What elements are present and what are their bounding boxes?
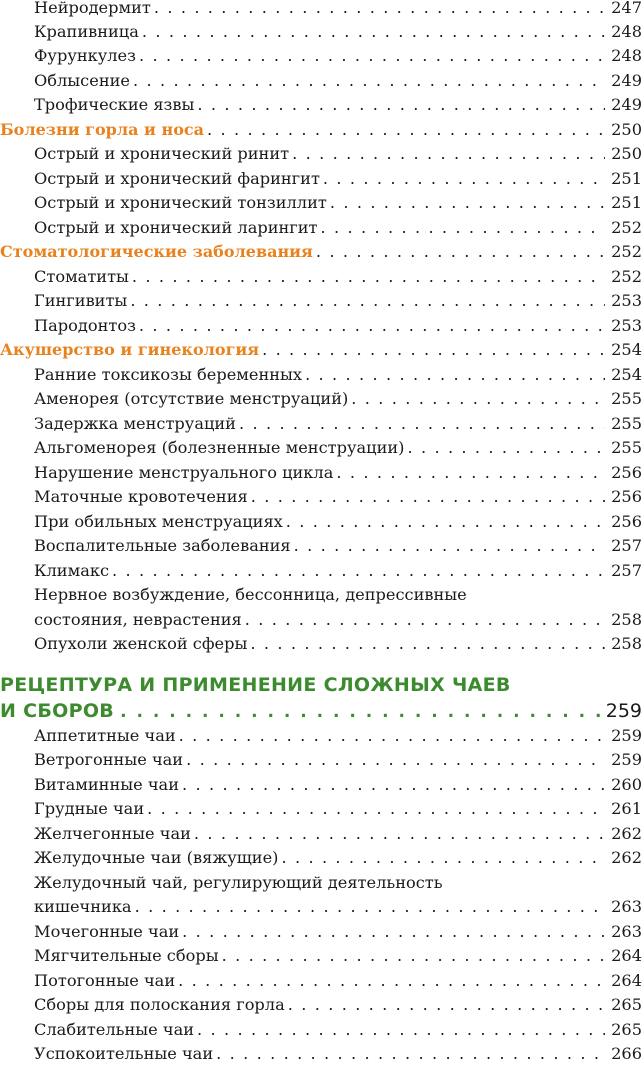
toc-entry-title: Нейродермит [34,0,151,17]
toc-entry-title: Слабительные чаи [34,1020,195,1039]
toc-entry[interactable] [0,0,642,19]
toc-entry-title: Трофические язвы [34,95,195,114]
dot-leader [407,437,605,459]
toc-entry[interactable] [0,609,642,631]
toc-entry[interactable] [0,823,642,845]
toc-entry-page: 256 [611,512,642,531]
toc-entry-title: кишечника [34,897,132,916]
toc-entry-title: Облысение [34,71,130,90]
toc-entry-page: 258 [611,634,642,653]
toc-entry-title: Острый и хронический ларингит [34,218,318,237]
dot-leader [178,970,605,992]
toc-entry[interactable] [0,266,642,288]
toc-entry-page: 253 [611,291,642,310]
toc-entry[interactable] [0,45,642,67]
toc-entry[interactable] [0,364,642,386]
toc-entry-title: Грудные чаи [34,799,145,818]
toc-entry[interactable] [0,774,642,796]
toc-entry-page: 261 [611,799,642,818]
toc-entry[interactable] [0,70,642,92]
toc-entry-page: 251 [611,193,642,212]
toc-entry-page: 266 [611,1044,642,1063]
toc-entry-page: 256 [611,463,642,482]
toc-entry-title: Потогонные чаи [34,971,176,990]
toc-entry-title: Желудочные чаи (вяжущие) [34,848,279,867]
toc-entry-page: 253 [611,316,642,335]
toc-section-obstetrics[interactable] [0,339,642,361]
toc-entry-page: 265 [611,1020,642,1039]
dot-leader [120,702,600,722]
dot-leader [142,21,605,43]
toc-entry-first-line[interactable]: Желудочный чай, регулирующий деятельность [34,873,443,892]
toc-entry-page: 257 [611,536,642,555]
toc-entry-page: 264 [611,946,642,965]
dot-leader [351,388,605,410]
dot-leader [147,798,605,820]
toc-entry-title: Задержка менструаций [34,414,236,433]
dot-leader [186,749,605,771]
dot-leader [239,413,605,435]
dot-leader [321,217,605,239]
toc-section-title: Акушерство и гинекология [0,340,260,359]
dot-leader [132,266,605,288]
dot-leader [197,94,605,116]
toc-entry-title: Крапивница [34,22,139,41]
toc-entry-title: Фурункулез [34,46,136,65]
toc-entry-title: Пародонтоз [34,316,136,335]
dot-leader [197,1019,605,1041]
toc-section-title: Стоматологические заболевания [0,242,313,261]
toc-section-dental[interactable] [0,241,642,263]
dot-leader [216,1043,605,1065]
toc-entry[interactable] [0,315,642,337]
toc-entry-page: 260 [611,775,642,794]
toc-entry[interactable] [0,413,642,435]
dot-leader [294,535,605,557]
toc-entry-title: Опухоли женской сферы [34,634,248,653]
toc-entry[interactable] [0,21,642,43]
toc-entry-title: состояния, неврастения [34,610,242,629]
toc-entry-title: Острый и хронический ринит [34,144,290,163]
toc-entry-page: 264 [611,971,642,990]
toc-entry-title: Маточные кровотечения [34,487,248,506]
toc-entry-title: Альгоменорея (болезненные менструации) [34,438,405,457]
toc-entry-title: Нарушение менструального цикла [34,463,334,482]
toc-entry-title: Гингивиты [34,291,128,310]
dot-leader [245,609,605,631]
toc-entry[interactable] [0,725,642,747]
toc-entry[interactable] [0,168,642,190]
toc-entry-title: Аменорея (отсутствие менструаций) [34,389,349,408]
toc-entry-page: 257 [611,561,642,580]
toc-entry-page: 249 [611,95,642,114]
toc-entry[interactable] [0,798,642,820]
toc-entry-page: 255 [611,414,642,433]
toc-entry[interactable] [0,847,642,869]
chapter-title-line1[interactable]: РЕЦЕПТУРА И ПРИМЕНЕНИЕ СЛОЖНЫХ ЧАЕВ [0,674,511,696]
toc-entry-page: 255 [611,438,642,457]
toc-entry-page: 259 [611,726,642,745]
toc-section-page: 254 [611,340,642,359]
dot-leader [262,339,605,361]
dot-leader [330,192,605,214]
dot-leader [336,462,605,484]
toc-entry-title: Климакс [34,561,110,580]
dot-leader [133,70,605,92]
toc-entry-title: Мягчительные сборы [34,946,219,965]
toc-entry-title: Ветрогонные чаи [34,750,184,769]
dot-leader [112,560,605,582]
toc-entry-page: 262 [611,824,642,843]
toc-entry[interactable] [0,970,642,992]
toc-entry-title: Мочегонные чаи [34,922,180,941]
dot-leader [222,945,605,967]
chapter-page: 259 [605,700,642,722]
toc-section-title: Болезни горла и носа [0,120,204,139]
toc-section-page: 252 [611,242,642,261]
toc-section-page: 250 [611,120,642,139]
dot-leader [194,823,605,845]
toc-entry[interactable] [0,896,642,918]
toc-entry-page: 250 [611,144,642,163]
toc-entry[interactable] [0,143,642,165]
toc-entry-title: Успокоительные чаи [34,1044,214,1063]
toc-entry[interactable] [0,560,642,582]
toc-entry-page: 259 [611,750,642,769]
toc-entry-page: 248 [611,22,642,41]
toc-entry-title: Воспалительные заболевания [34,536,291,555]
toc-entry-page: 265 [611,995,642,1014]
chapter-entry[interactable] [0,700,642,726]
dot-leader [316,241,605,263]
toc-entry-title: Ранние токсикозы беременных [34,365,303,384]
toc-entry[interactable] [0,945,642,967]
toc-entry-page: 248 [611,46,642,65]
dot-leader [182,774,605,796]
toc-entry[interactable] [0,1043,642,1065]
toc-entry-page: 256 [611,487,642,506]
toc-entry-title: Витаминные чаи [34,775,179,794]
toc-entry[interactable] [0,290,642,312]
toc-entry[interactable] [0,921,642,943]
toc-entry-title: Желчегонные чаи [34,824,191,843]
toc-entry[interactable] [0,633,642,655]
dot-leader [179,725,605,747]
toc-entry-page: 262 [611,848,642,867]
dot-leader [130,290,605,312]
toc-entry-page: 247 [611,0,642,17]
toc-entry-page: 263 [611,922,642,941]
toc-entry[interactable] [0,94,642,116]
toc-entry[interactable] [0,749,642,771]
chapter-title-line2: И СБОРОВ [0,700,115,722]
toc-entry[interactable] [0,437,642,459]
dot-leader [323,168,605,190]
toc-entry-title: Острый и хронический тонзиллит [34,193,327,212]
dot-leader [207,119,605,141]
toc-entry-page: 251 [611,169,642,188]
dot-leader [305,364,605,386]
toc-entry-page: 252 [611,267,642,286]
dot-leader [286,511,605,533]
toc-entry-first-line[interactable]: Нервное возбуждение, бессонница, депрессивные [34,585,467,604]
toc-section-throat-nose[interactable] [0,119,642,141]
dot-leader [281,847,605,869]
dot-leader [139,45,605,67]
toc-entry-title: Стоматиты [34,267,129,286]
dot-leader [250,633,605,655]
dot-leader [139,315,605,337]
toc-entry-page: 255 [611,389,642,408]
toc-entry-page: 258 [611,610,642,629]
dot-leader [288,994,605,1016]
toc-entry[interactable] [0,486,642,508]
dot-leader [154,0,605,19]
toc-entry[interactable] [0,511,642,533]
toc-entry[interactable] [0,462,642,484]
dot-leader [135,896,605,918]
toc-entry-title: Острый и хронический фарингит [34,169,320,188]
dot-leader [182,921,605,943]
toc-entry[interactable] [0,192,642,214]
toc-entry-title: Сборы для полоскания горла [34,995,285,1014]
toc-entry-title: При обильных менструациях [34,512,283,531]
toc-entry[interactable] [0,1019,642,1041]
toc-entry[interactable] [0,217,642,239]
toc-entry-page: 254 [611,365,642,384]
toc-entry-page: 252 [611,218,642,237]
toc-entry-page: 263 [611,897,642,916]
dot-leader [251,486,605,508]
toc-entry-page: 249 [611,71,642,90]
toc-entry[interactable] [0,535,642,557]
toc-entry[interactable] [0,388,642,410]
toc-entry-title: Аппетитные чаи [34,726,176,745]
dot-leader [292,143,605,165]
toc-entry[interactable] [0,994,642,1016]
